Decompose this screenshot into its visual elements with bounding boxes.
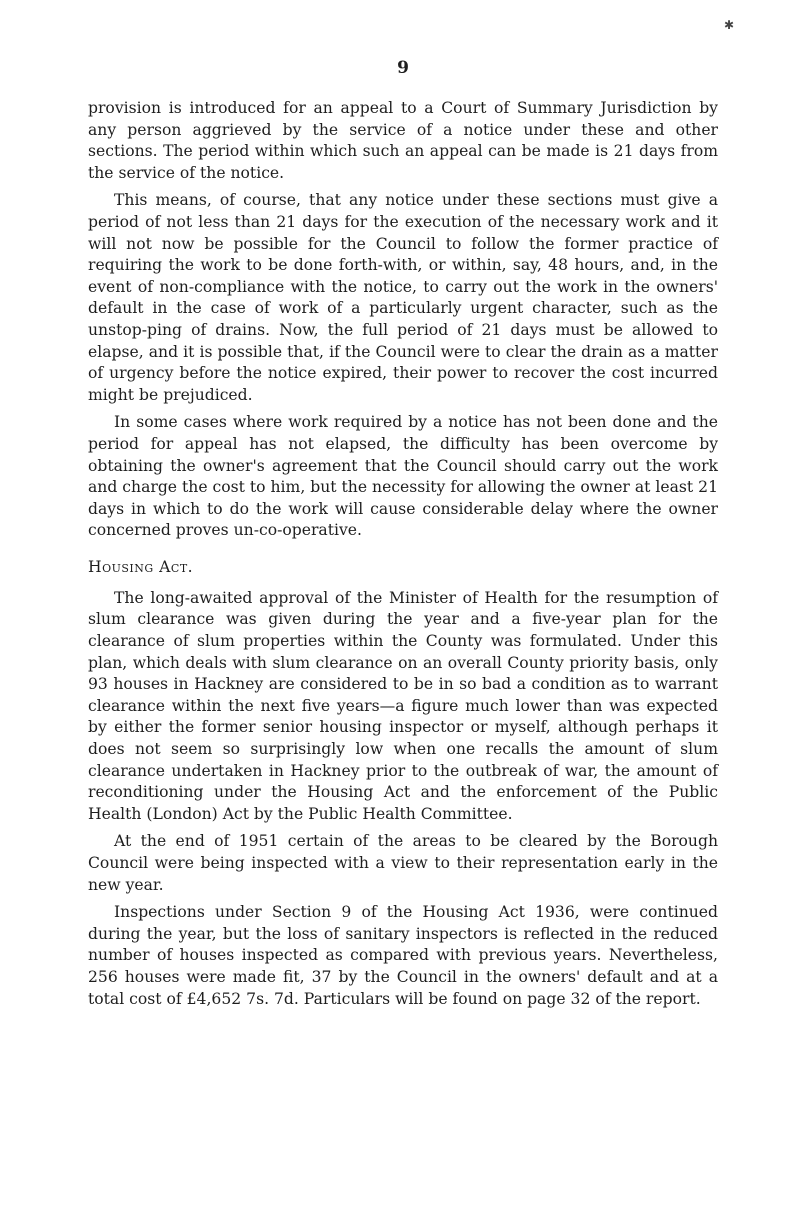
- page-number: 9: [397, 58, 409, 78]
- paragraph-continued: provision is introduced for an appeal to a Court of Summary Jurisdiction by any person aggrieved by the service of a notice under these and other sections. The period within which such an appeal can be made is 21 days from the service of the notice.: [88, 99, 718, 182]
- paragraph: At the end of 1951 certain of the areas to be cleared by the Borough Council were being inspected with a view to their representation early in the new year.: [88, 832, 718, 894]
- document-page: [88, 58, 718, 1016]
- paragraph: The long-awaited approval of the Minister of Health for the resumption of slum clearance was given during the year and a five-year plan for the clearance of slum properties within the County was formulated. Under this plan, which deals with slum clearance on an overall County priority basis, only 93 houses in Hackney are considered to be in so bad a condition as to warrant clearance within the next five years—a figure much lower than was expected by either the former senior housing inspector or myself, although perhaps it does not seem so surprisingly low when one recalls the amount of slum clearance undertaken in Hackney prior to the outbreak of war, the amount of reconditioning under the Housing Act and the enforcement of the Public Health (London) Act by the Public Health Committee.: [88, 588, 718, 823]
- paragraph: Inspections under Section 9 of the Housing Act 1936, were continued during the year, but the loss of sanitary inspectors is reflected in the reduced number of houses inspected as compared with previous years. Nevertheless, 256 houses were made fit, 37 by the Council in the owners' default and at a total cost of £4,652 7s. 7d. Particulars will be found on page 32 of the report.: [88, 903, 718, 1008]
- corner-mark: ✱: [724, 18, 735, 32]
- paragraph: In some cases where work required by a notice has not been done and the period for appeal has not elapsed, the difficulty has been overcome by obtaining the owner's agreement that the Council should carry out the work and charge the cost to him, but the necessity for allowing the owner at least 21 days in which to do the work will cause considerable delay where the owner concerned proves un-co-operative.: [88, 413, 718, 540]
- paragraph: This means, of course, that any notice under these sections must give a period of not less than 21 days for the execution of the necessary work and it will not now be possible for the Council to follow the former practice of requiring the work to be done forth-with, or within, say, 48 hours, and, in the event of non-compliance with the notice, to carry out the work in the owners' default in the case of work of a particularly urgent character, such as the unstop-ping of drains. Now, the full period of 21 days must be allowed to elapse, and it is possible that, if the Council were to clear the drain as a matter of urgency before the notice expired, their power to recover the cost incurred might be prejudiced.: [88, 191, 718, 404]
- section-heading: Housing Act.: [88, 557, 194, 576]
